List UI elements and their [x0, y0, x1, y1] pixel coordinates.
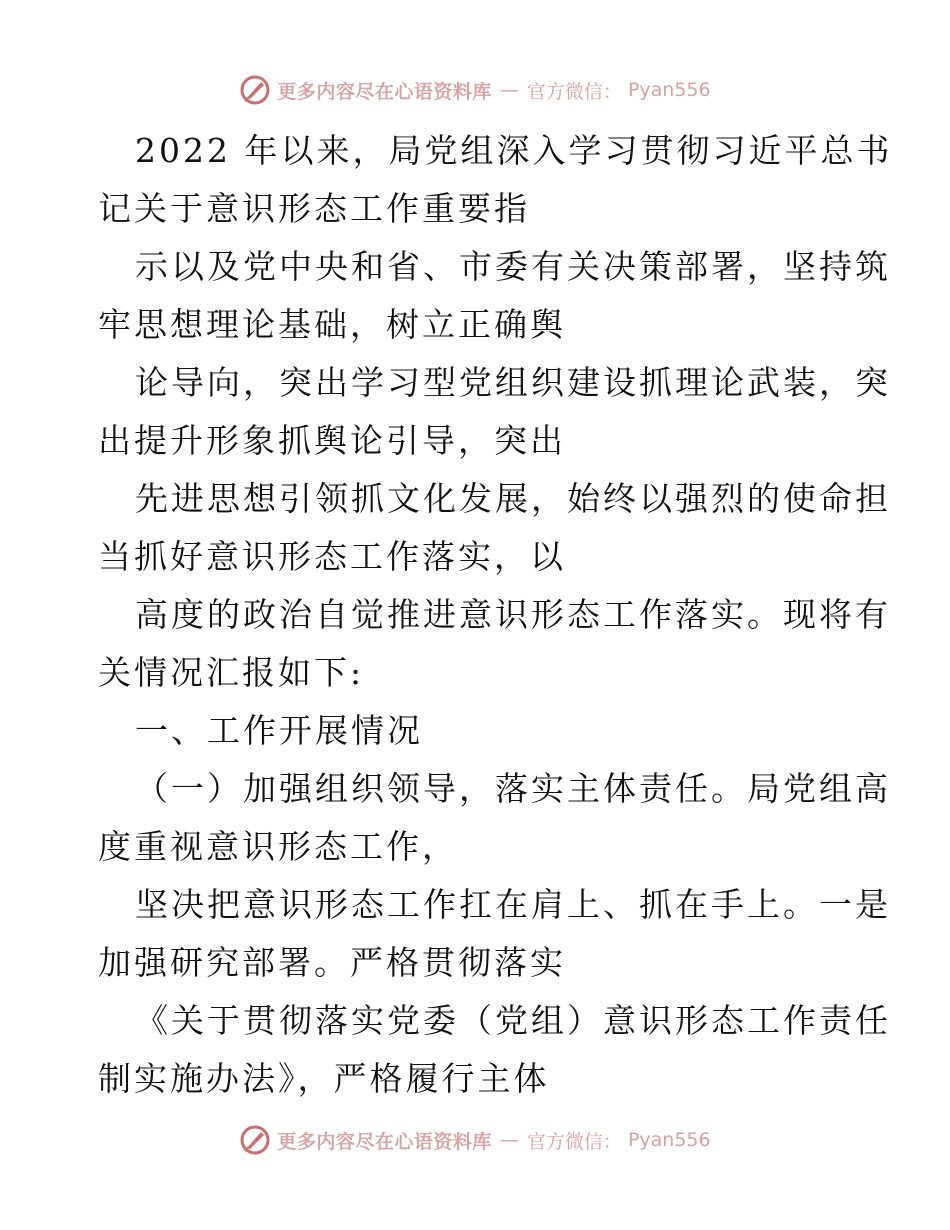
text-line: 2022 年以来，局党组深入学习贯彻习近平总书	[135, 131, 893, 170]
watermark-dash: —	[499, 1129, 519, 1151]
text-line: 加强研究部署。严格贯彻落实	[98, 943, 566, 982]
text-line: 坚决把意识形态工作扛在肩上、抓在手上。一是	[135, 885, 891, 924]
watermark-site-text: 更多内容尽在心语资料库	[277, 80, 492, 103]
text-line: 《关于贯彻落实党委（党组）意识形态工作责任	[135, 1001, 891, 1040]
text-line: 关情况汇报如下:	[98, 653, 365, 692]
text-line: 示以及党中央和省、市委有关决策部署，坚持筑	[135, 247, 891, 286]
text-line: 牢思想理论基础，树立正确舆	[98, 305, 566, 344]
quill-logo-icon	[239, 1124, 271, 1156]
watermark-footer	[0, 1120, 950, 1160]
watermark-wechat-id: Pyan556	[627, 79, 711, 101]
text-line: 论导向，突出学习型党组织建设抓理论武装，突	[135, 363, 891, 402]
text-line: 出提升形象抓舆论引导，突出	[98, 421, 566, 460]
document-body	[98, 122, 893, 1108]
watermark-site-text: 更多内容尽在心语资料库	[277, 1130, 492, 1153]
watermark-wechat-label: 官方微信：	[526, 1130, 622, 1153]
text-line: （一）加强组织领导，落实主体责任。局党组高	[135, 769, 891, 808]
text-line: 先进思想引领抓文化发展，始终以强烈的使命担	[135, 479, 891, 518]
watermark-dash: —	[499, 79, 519, 101]
watermark-wechat-id: Pyan556	[627, 1129, 711, 1151]
text-line: 高度的政治自觉推进意识形态工作落实。现将有	[135, 595, 891, 634]
section-heading: 一、工作开展情况	[135, 711, 423, 750]
text-line: 度重视意识形态工作，	[98, 827, 458, 866]
watermark-wechat-label: 官方微信：	[526, 80, 622, 103]
watermark-header	[0, 70, 950, 110]
text-line: 制实施办法》，严格履行主体	[98, 1059, 550, 1098]
quill-logo-icon	[239, 74, 271, 106]
text-line: 当抓好意识形态工作落实，以	[98, 537, 566, 576]
text-line: 记关于意识形态工作重要指	[98, 189, 530, 228]
